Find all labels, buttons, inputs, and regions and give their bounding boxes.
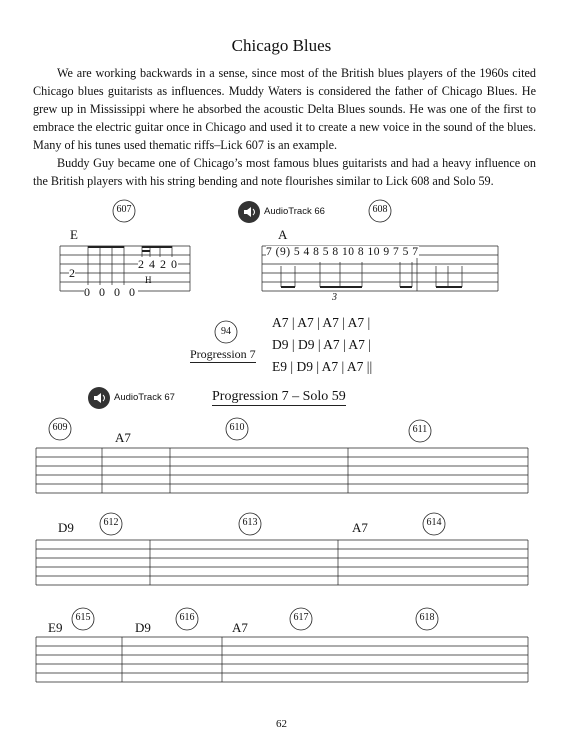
page-number: 62 <box>276 718 287 730</box>
lick-number-608: 608 <box>372 204 388 215</box>
chord-e: E <box>70 227 78 242</box>
section-number: 613 <box>242 517 258 528</box>
lick-number-607: 607 <box>116 204 132 215</box>
section-number: 618 <box>419 612 435 623</box>
fret-2: 2 <box>69 266 75 280</box>
progression-line: D9 | D9 | A7 | A7 | <box>272 337 371 352</box>
hammer-on-mark: H <box>145 275 152 285</box>
section-number: 610 <box>229 422 245 433</box>
chord-label: E9 <box>48 620 63 635</box>
chord-label: A7 <box>232 620 248 635</box>
progression-line: E9 | D9 | A7 | A7 || <box>272 359 373 374</box>
page-title: Chicago Blues <box>231 36 332 55</box>
section-number: 612 <box>103 517 119 528</box>
progression-label: Progression 7 <box>190 347 256 361</box>
chord-label: D9 <box>135 620 151 635</box>
solo-heading: Progression 7 – Solo 59 <box>212 389 346 404</box>
section-number: 614 <box>426 517 442 528</box>
progression-line: A7 | A7 | A7 | A7 | <box>272 315 371 330</box>
section-number: 611 <box>412 424 428 435</box>
chord-label: A7 <box>352 520 368 535</box>
frets-607-top: 2 4 2 0 <box>138 257 178 271</box>
bass-open-strings: 0 0 0 0 <box>84 285 138 299</box>
paragraph-1: We are working backwards in a sense, since most of the British blues players of the 1960s cited Chicago blues guitarists as influences. Muddy Waters is considered the father of Chicago Blues. He grew up in Mississippi where he absorbed the acoustic Delta Blues sounds. He was one of the first to embrace the electric guitar once in Chicago and used it to create a new voice in the sound of the blues. Many of his tunes used thematic riffs–Lick 607 is an example. <box>33 66 536 152</box>
chord-label: A7 <box>115 430 131 445</box>
section-number: 617 <box>293 612 309 623</box>
frets-608: 7 (9) 5 4 8 5 8 10 8 10 9 7 5 7 <box>266 246 419 258</box>
audio-track-67-label: AudioTrack 67 <box>114 392 175 403</box>
audio-track-66-label: AudioTrack 66 <box>264 206 325 217</box>
section-number: 609 <box>52 422 68 433</box>
paragraph-2: Buddy Guy became one of Chicago’s most famous blues guitarists and had a heavy influence on the British players with his string bending and note flourishes similar to Lick 608 and Solo 59. <box>33 156 536 188</box>
chord-label: D9 <box>58 520 74 535</box>
section-number: 616 <box>179 612 195 623</box>
section-number: 615 <box>75 612 91 623</box>
chord-a: A <box>278 227 288 242</box>
triplet-mark-608: 3 <box>332 292 337 303</box>
progression-number: 94 <box>221 326 231 337</box>
